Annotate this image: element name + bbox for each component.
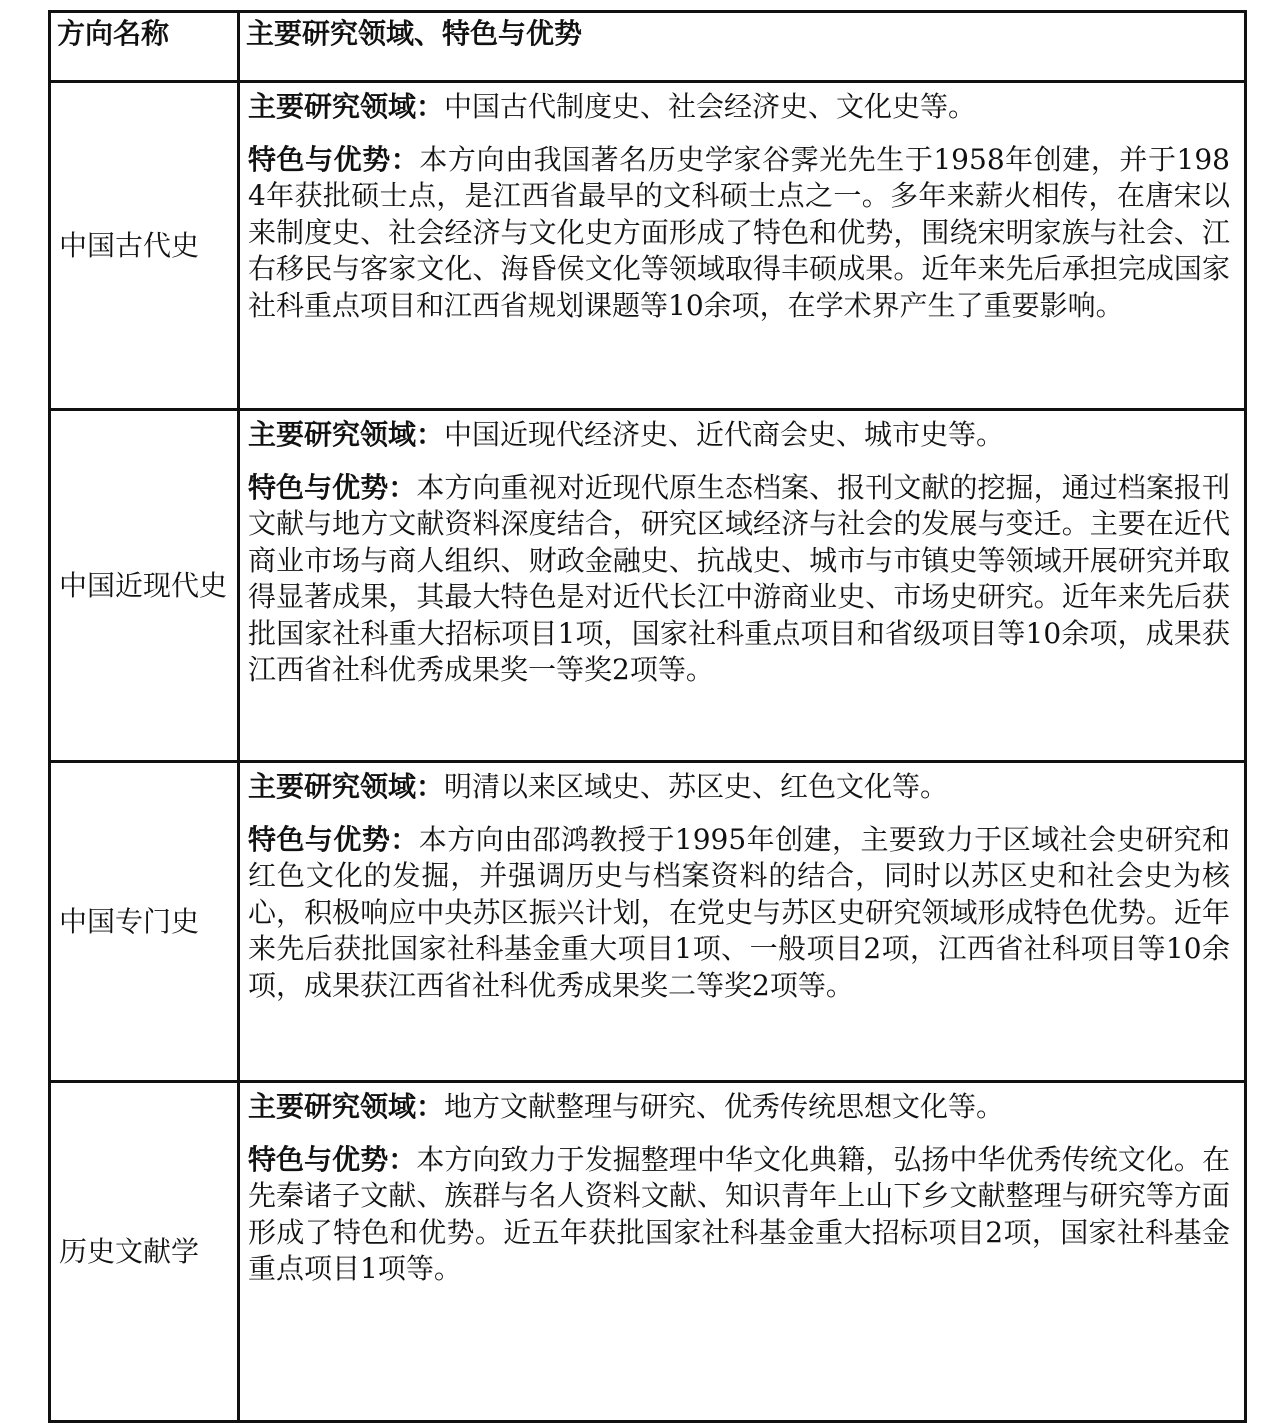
- direction-content: [239, 82, 1246, 410]
- header-fields-features: 主要研究领域、特色与优势: [239, 12, 1246, 82]
- research-fields-text: 明清以来区域史、苏区史、红色文化等。: [444, 770, 949, 803]
- table-row: [50, 762, 1246, 1082]
- features-text: 本方向由邵鸿教授于1995年创建，主要致力于区域社会史研究和红色文化的发掘，并强调历史与档案资料的结合，同时以苏区史和社会史为核心，积极响应中央苏区振兴计划，在党史与苏区史研究领域形成特色优势。近年来先后获批国家社科基金重大项目1项、一般项目2项，江西省社科项目等10余项，成果获江西省社科优秀成果奖二等奖2项等。: [248, 822, 1230, 1002]
- research-fields-label: 主要研究领域：: [248, 770, 445, 803]
- features-paragraph: [248, 142, 1230, 325]
- features-text: 本方向由我国著名历史学家谷霁光先生于1958年创建，并于1984年获批硕士点，是江西省最早的文科硕士点之一。多年来薪火相传，在唐宋以来制度史、社会经济与文化史方面形成了特色和优势，围绕宋明家族与社会、江右移民与客家文化、海昏侯文化等领域取得丰硕成果。近年来先后承担完成国家社科重点项目和江西省规划课题等10余项，在学术界产生了重要影响。: [248, 142, 1230, 322]
- header-direction-name: 方向名称: [50, 12, 239, 82]
- features-label: 特色与优势：: [248, 470, 417, 504]
- features-paragraph: [248, 470, 1230, 689]
- features-label: 特色与优势：: [248, 1142, 417, 1176]
- features-text: 本方向重视对近现代原生态档案、报刊文献的挖掘，通过档案报刊文献与地方文献资料深度结合，研究区域经济与社会的发展与变迁。主要在近代商业市场与商人组织、财政金融史、抗战史、城市与市镇史等领域开展研究并取得显著成果，其最大特色是对近代长江中游商业史、市场史研究。近年来先后获批国家社科重大招标项目1项，国家社科重点项目和省级项目等10余项，成果获江西省社科优秀成果奖一等奖2项等。: [248, 470, 1230, 686]
- research-fields-paragraph: [248, 769, 1230, 806]
- research-fields-text: 地方文献整理与研究、优秀传统思想文化等。: [444, 1090, 1005, 1123]
- table-row: [50, 1082, 1246, 1422]
- direction-name: 中国近现代史: [50, 410, 239, 762]
- features-text: 本方向致力于发掘整理中华文化典籍，弘扬中华优秀传统文化。在先秦诸子文献、族群与名人资料文献、知识青年上山下乡文献整理与研究等方面形成了特色和优势。近五年获批国家社科基金重大招标项目2项，国家社科基金重点项目1项等。: [248, 1142, 1230, 1285]
- table-row: [50, 410, 1246, 762]
- direction-name: 历史文献学: [50, 1082, 239, 1422]
- research-fields-label: 主要研究领域：: [248, 90, 445, 123]
- direction-content: [239, 1082, 1246, 1422]
- research-fields-text: 中国古代制度史、社会经济史、文化史等。: [444, 90, 977, 123]
- table-header-row: [50, 12, 1246, 82]
- features-paragraph: [248, 1142, 1230, 1288]
- research-fields-label: 主要研究领域：: [248, 1090, 445, 1123]
- direction-name: 中国古代史: [50, 82, 239, 410]
- research-fields-paragraph: [248, 89, 1230, 126]
- features-label: 特色与优势：: [248, 142, 420, 176]
- direction-content: [239, 410, 1246, 762]
- direction-name: 中国专门史: [50, 762, 239, 1082]
- research-fields-label: 主要研究领域：: [248, 418, 445, 451]
- research-fields-text: 中国近现代经济史、近代商会史、城市史等。: [444, 418, 1005, 451]
- table-row: [50, 82, 1246, 410]
- direction-content: [239, 762, 1246, 1082]
- research-directions-table: [48, 10, 1247, 1423]
- features-label: 特色与优势：: [248, 822, 419, 856]
- research-fields-paragraph: [248, 1089, 1230, 1126]
- research-fields-paragraph: [248, 417, 1230, 454]
- features-paragraph: [248, 822, 1230, 1005]
